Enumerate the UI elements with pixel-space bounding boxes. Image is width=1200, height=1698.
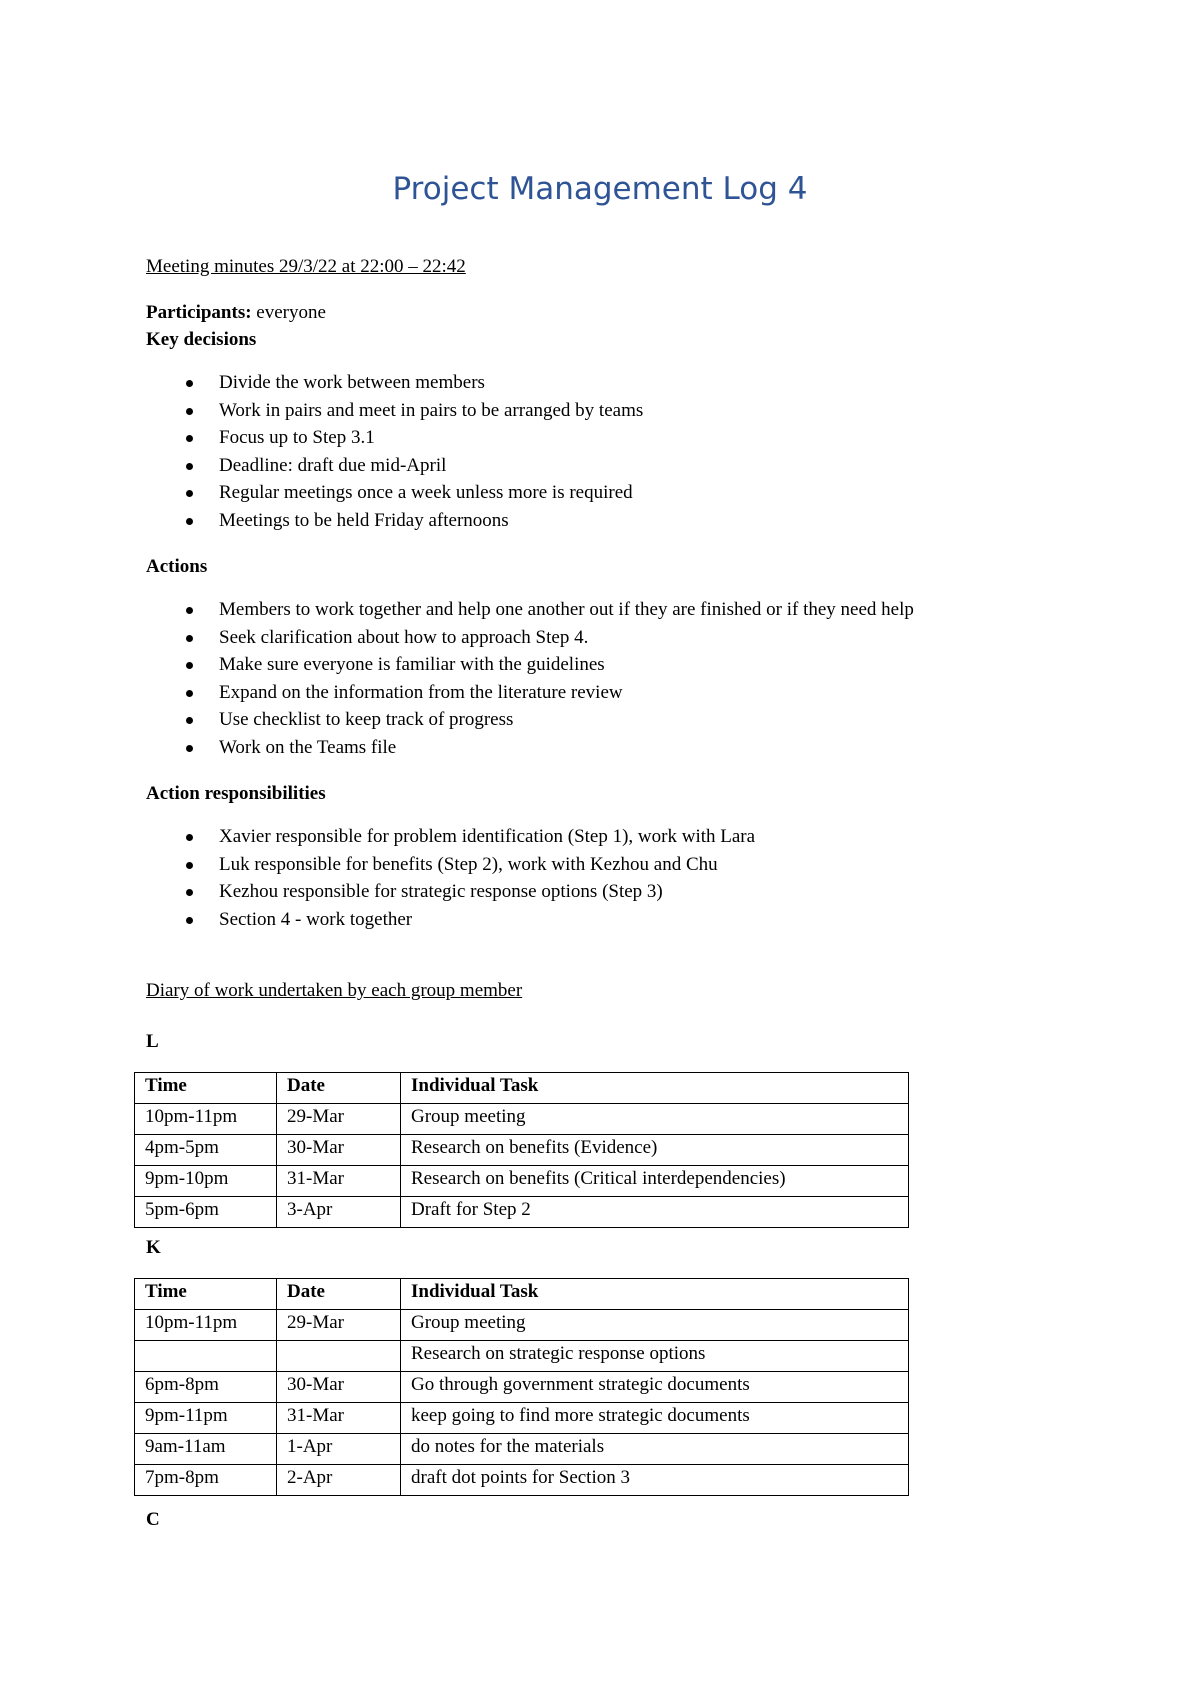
cell-date: 30-Mar bbox=[277, 1372, 401, 1403]
meeting-minutes-heading: Meeting minutes 29/3/22 at 22:00 – 22:42 bbox=[146, 256, 466, 277]
list-item: Expand on the information from the literature review bbox=[146, 679, 914, 707]
member-c-label: C bbox=[146, 1509, 160, 1530]
participants-line bbox=[146, 301, 326, 325]
member-l-label: L bbox=[146, 1031, 159, 1052]
cell-time: 10pm-11pm bbox=[135, 1104, 277, 1135]
table-row bbox=[135, 1434, 909, 1465]
list-item: Seek clarification about how to approach Step 4. bbox=[146, 624, 914, 652]
table-row bbox=[135, 1166, 909, 1197]
list-item: Meetings to be held Friday afternoons bbox=[146, 507, 643, 535]
actions-heading: Actions bbox=[146, 556, 208, 577]
table-header-row bbox=[135, 1073, 909, 1104]
cell-date: 3-Apr bbox=[277, 1197, 401, 1228]
cell-time: 9pm-11pm bbox=[135, 1403, 277, 1434]
cell-task: Draft for Step 2 bbox=[401, 1197, 909, 1228]
table-row bbox=[135, 1372, 909, 1403]
table-row bbox=[135, 1104, 909, 1135]
table-row bbox=[135, 1197, 909, 1228]
member-k-label: K bbox=[146, 1237, 161, 1258]
responsibilities-list bbox=[146, 823, 755, 933]
cell-time bbox=[135, 1341, 277, 1372]
actions-list bbox=[146, 596, 914, 761]
member-l-table bbox=[134, 1072, 909, 1228]
member-k-table bbox=[134, 1278, 909, 1496]
list-item: Regular meetings once a week unless more is required bbox=[146, 479, 643, 507]
key-decisions-heading: Key decisions bbox=[146, 329, 257, 350]
cell-date: 29-Mar bbox=[277, 1310, 401, 1341]
list-item: Divide the work between members bbox=[146, 369, 643, 397]
list-item: Members to work together and help one another out if they are finished or if they need help bbox=[146, 596, 914, 624]
cell-task: Group meeting bbox=[401, 1104, 909, 1135]
cell-time: 4pm-5pm bbox=[135, 1135, 277, 1166]
cell-date: 2-Apr bbox=[277, 1465, 401, 1496]
action-responsibilities-heading: Action responsibilities bbox=[146, 783, 326, 804]
cell-task: Research on benefits (Evidence) bbox=[401, 1135, 909, 1166]
cell-date: 31-Mar bbox=[277, 1403, 401, 1434]
page-title: Project Management Log 4 bbox=[392, 171, 808, 207]
diary-heading: Diary of work undertaken by each group member bbox=[146, 980, 523, 1001]
cell-time: 7pm-8pm bbox=[135, 1465, 277, 1496]
cell-time: 5pm-6pm bbox=[135, 1197, 277, 1228]
cell-date: 1-Apr bbox=[277, 1434, 401, 1465]
cell-time: 9pm-10pm bbox=[135, 1166, 277, 1197]
header-task: Individual Task bbox=[401, 1279, 909, 1310]
cell-date bbox=[277, 1341, 401, 1372]
list-item: Section 4 - work together bbox=[146, 906, 755, 934]
cell-task: Research on strategic response options bbox=[401, 1341, 909, 1372]
table-row bbox=[135, 1403, 909, 1434]
table-row bbox=[135, 1341, 909, 1372]
list-item: Xavier responsible for problem identification (Step 1), work with Lara bbox=[146, 823, 755, 851]
list-item: Work on the Teams file bbox=[146, 734, 914, 762]
header-date: Date bbox=[277, 1279, 401, 1310]
cell-task: Group meeting bbox=[401, 1310, 909, 1341]
header-task: Individual Task bbox=[401, 1073, 909, 1104]
cell-task: Go through government strategic documents bbox=[401, 1372, 909, 1403]
cell-time: 10pm-11pm bbox=[135, 1310, 277, 1341]
participants-value: everyone bbox=[251, 302, 326, 323]
key-decisions-list bbox=[146, 369, 643, 534]
list-item: Focus up to Step 3.1 bbox=[146, 424, 643, 452]
header-time: Time bbox=[135, 1279, 277, 1310]
table-row bbox=[135, 1135, 909, 1166]
cell-date: 31-Mar bbox=[277, 1166, 401, 1197]
cell-task: do notes for the materials bbox=[401, 1434, 909, 1465]
list-item: Make sure everyone is familiar with the guidelines bbox=[146, 651, 914, 679]
header-time: Time bbox=[135, 1073, 277, 1104]
cell-date: 29-Mar bbox=[277, 1104, 401, 1135]
cell-time: 6pm-8pm bbox=[135, 1372, 277, 1403]
table-row bbox=[135, 1310, 909, 1341]
list-item: Deadline: draft due mid-April bbox=[146, 452, 643, 480]
cell-time: 9am-11am bbox=[135, 1434, 277, 1465]
cell-task: Research on benefits (Critical interdependencies) bbox=[401, 1166, 909, 1197]
table-row bbox=[135, 1465, 909, 1496]
header-date: Date bbox=[277, 1073, 401, 1104]
list-item: Use checklist to keep track of progress bbox=[146, 706, 914, 734]
cell-task: draft dot points for Section 3 bbox=[401, 1465, 909, 1496]
cell-date: 30-Mar bbox=[277, 1135, 401, 1166]
list-item: Kezhou responsible for strategic response options (Step 3) bbox=[146, 878, 755, 906]
cell-task: keep going to find more strategic documents bbox=[401, 1403, 909, 1434]
participants-label: Participants: bbox=[146, 302, 252, 323]
table-header-row bbox=[135, 1279, 909, 1310]
list-item: Luk responsible for benefits (Step 2), work with Kezhou and Chu bbox=[146, 851, 755, 879]
list-item: Work in pairs and meet in pairs to be arranged by teams bbox=[146, 397, 643, 425]
